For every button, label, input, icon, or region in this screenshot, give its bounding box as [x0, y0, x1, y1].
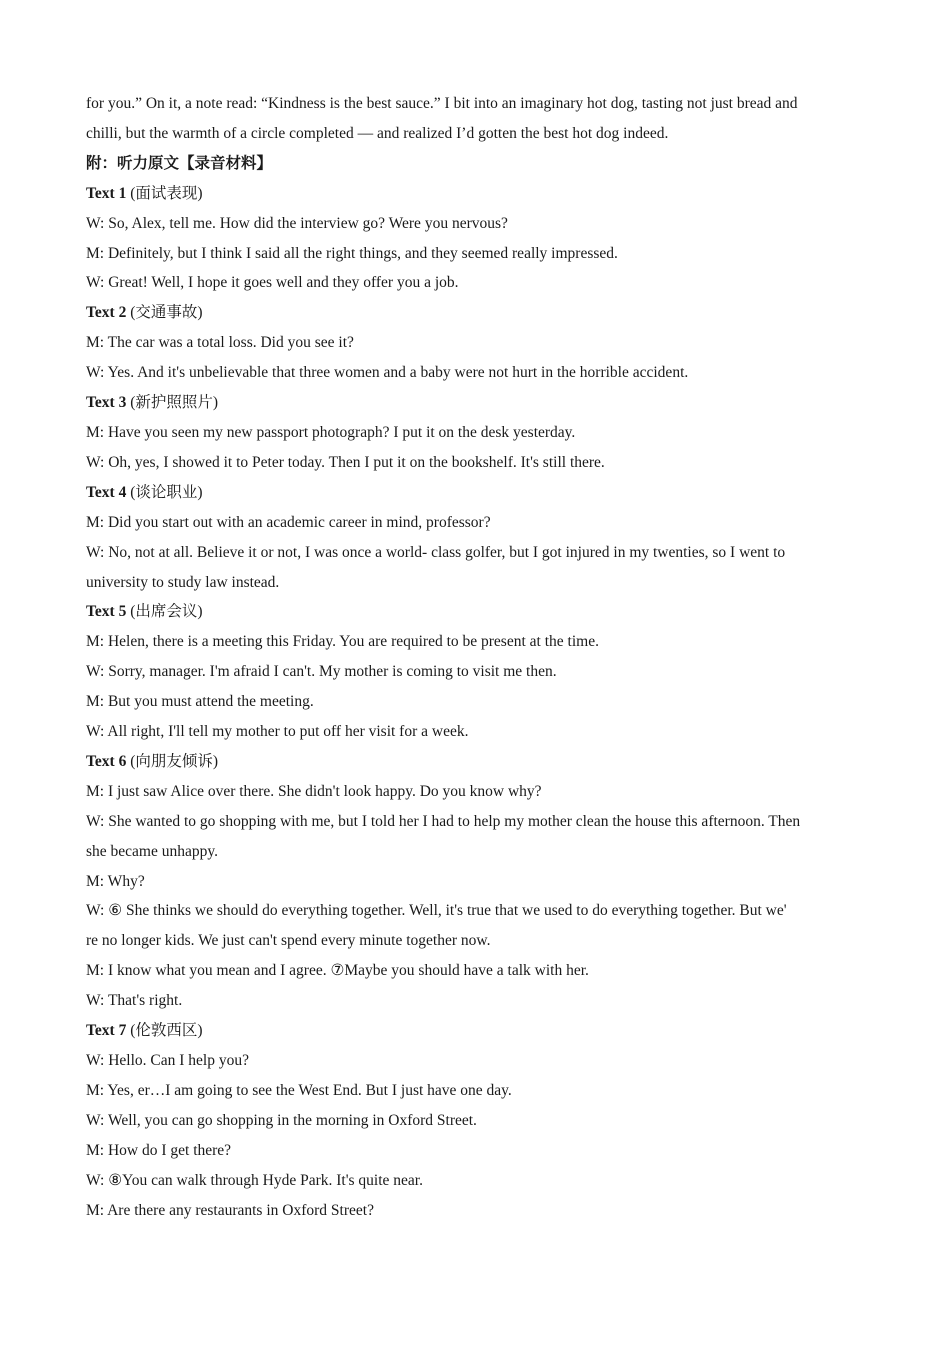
dialogue-line: M: The car was a total loss. Did you see it? — [86, 334, 354, 352]
intro-line: chilli, but the warmth of a circle completed — and realized I’d gotten the best hot dog indeed. — [86, 124, 669, 142]
text-section-topic: (出席会议) — [130, 603, 203, 621]
text-section-header — [86, 597, 876, 627]
text-section-label: Text 1 — [86, 184, 127, 202]
dialogue-line: W: ⑥ She thinks we should do everything together. Well, it's true that we used to do everything together. But we' — [86, 902, 787, 920]
text-section-topic: (交通事故) — [130, 304, 203, 322]
dialogue-line: re no longer kids. We just can't spend every minute together now. — [86, 932, 491, 950]
text-section-label: Text 4 — [86, 483, 127, 501]
dialogue-line: university to study law instead. — [86, 573, 280, 591]
dialogue-line: M: Why? — [86, 872, 145, 890]
text-section-label: Text 7 — [86, 1022, 127, 1040]
dialogue-line: W: All right, I'll tell my mother to put off her visit for a week. — [86, 723, 469, 741]
dialogue-line: M: Definitely, but I think I said all the right things, and they seemed really impressed. — [86, 244, 618, 262]
dialogue-line: W: So, Alex, tell me. How did the interview go? Were you nervous? — [86, 214, 508, 232]
text-section-topic: (向朋友倾诉) — [130, 752, 219, 770]
dialogue-line: M: I just saw Alice over there. She didn't look happy. Do you know why? — [86, 782, 542, 800]
dialogue-line: W: She wanted to go shopping with me, but I told her I had to help my mother clean the house this afternoon. Then — [86, 812, 801, 830]
dialogue-line: W: Sorry, manager. I'm afraid I can't. My mother is coming to visit me then. — [86, 663, 557, 681]
transcript-list — [86, 179, 876, 1226]
text-section-label: Text 5 — [86, 603, 127, 621]
dialogue-line: W: No, not at all. Believe it or not, I was once a world- class golfer, but I got injured in my twenties, so I went to — [86, 543, 786, 561]
text-section-label: Text 3 — [86, 394, 127, 412]
dialogue-line: W: Oh, yes, I showed it to Peter today. Then I put it on the bookshelf. It's still there. — [86, 453, 605, 471]
dialogue-line: W: That's right. — [86, 992, 183, 1010]
appendix-heading: 附：听力原文【录音材料】 — [86, 154, 273, 172]
text-section-topic: (谈论职业) — [130, 483, 203, 501]
text-section-label: Text 2 — [86, 304, 127, 322]
text-section-header — [86, 747, 876, 777]
document-page — [86, 89, 876, 1225]
text-section-header — [86, 298, 876, 328]
text-section-header — [86, 478, 876, 508]
dialogue-line: W: Well, you can go shopping in the morning in Oxford Street. — [86, 1111, 477, 1129]
dialogue-line: M: Did you start out with an academic career in mind, professor? — [86, 513, 491, 531]
text-section-header — [86, 1016, 876, 1046]
dialogue-line: W: ⑧You can walk through Hyde Park. It's quite near. — [86, 1171, 423, 1189]
text-section-topic: (伦敦西区) — [130, 1022, 203, 1040]
dialogue-line: M: Helen, there is a meeting this Friday. You are required to be present at the time. — [86, 633, 599, 651]
intro-line: for you.” On it, a note read: “Kindness is the best sauce.” I bit into an imaginary hot dog, tasting not just bread and — [86, 95, 798, 112]
dialogue-line: M: I know what you mean and I agree. ⑦Maybe you should have a talk with her. — [86, 962, 589, 980]
dialogue-line: M: Are there any restaurants in Oxford Street? — [86, 1201, 374, 1219]
dialogue-line: W: Yes. And it's unbelievable that three women and a baby were not hurt in the horrible accident. — [86, 364, 689, 382]
text-section-header — [86, 388, 876, 418]
text-section-header — [86, 179, 876, 209]
dialogue-line: M: How do I get there? — [86, 1141, 232, 1159]
dialogue-line: M: But you must attend the meeting. — [86, 693, 314, 711]
text-section-topic: (新护照照片) — [130, 394, 219, 412]
dialogue-line: W: Hello. Can I help you? — [86, 1052, 249, 1069]
text-section-topic: (面试表现) — [130, 184, 203, 202]
text-section-label: Text 6 — [86, 752, 127, 770]
dialogue-line: M: Yes, er…I am going to see the West End. But I just have one day. — [86, 1081, 512, 1099]
dialogue-line: M: Have you seen my new passport photograph? I put it on the desk yesterday. — [86, 423, 576, 441]
dialogue-line: W: Great! Well, I hope it goes well and they offer you a job. — [86, 274, 459, 292]
dialogue-line: she became unhappy. — [86, 842, 218, 860]
